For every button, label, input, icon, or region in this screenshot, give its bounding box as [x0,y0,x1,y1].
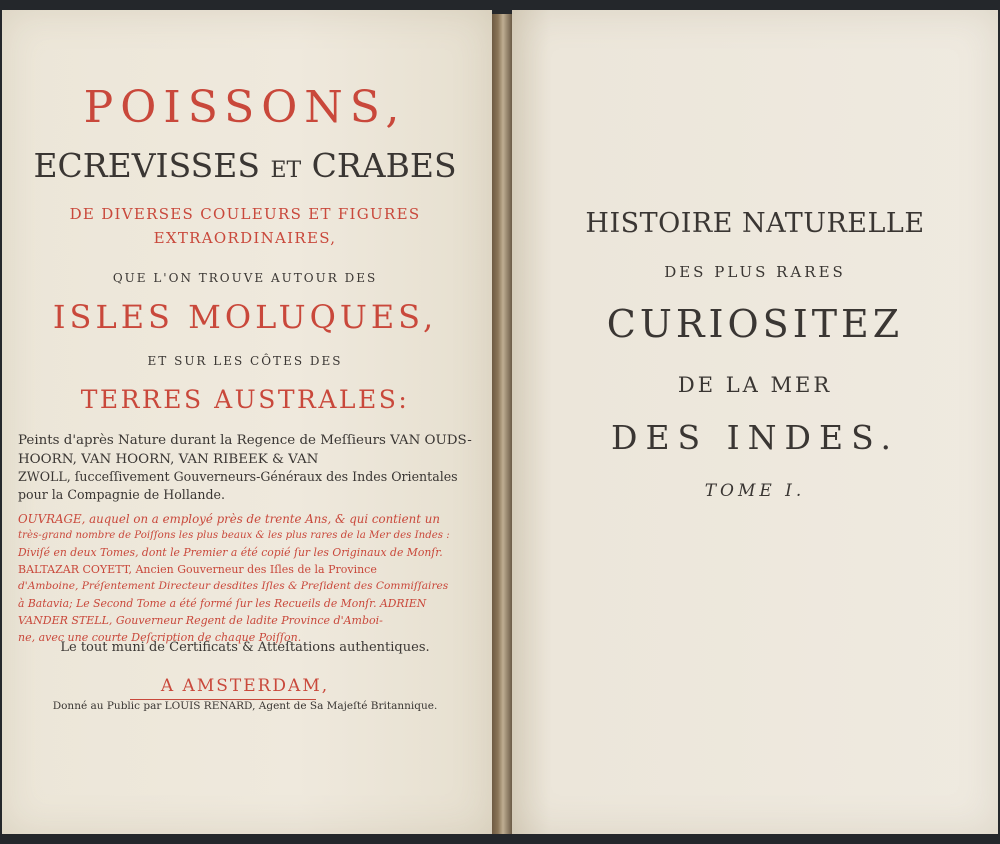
subtitle-extraordinaires: EXTRAORDINAIRES, [153,229,337,247]
title-terres-australes: TERRES AUSTRALES: [80,385,410,414]
book-gutter [492,14,512,834]
title-histoire-naturelle: HISTOIRE NATURELLE [585,208,925,239]
para1-line: pour la Compagnie de Hollande. [18,487,225,502]
subtitle-cotes: ET SUR LES CÔTES DES [147,354,343,368]
title-poissons: POISSONS, [83,82,407,133]
city-amsterdam: A AMSTERDAM, [160,676,330,696]
subtitle-plus-rares: DES PLUS RARES [664,263,846,281]
para2-line: à Batavia; Le Second Tome a été formé ſur les Recueils de Monſr. ADRIEN [18,597,427,610]
title-curiositez: CURIOSITEZ [606,302,904,346]
para2-line: VANDER STELL, Gouverneur Regent de ladite Province d'Amboi- [18,614,383,627]
certificats-line: Le tout muni de Certificats & Atteſtations authentiques. [60,640,430,655]
para2-line: très-grand nombre de Poiſſons les plus beaux & les plus rares de la Mer des Indes : [18,530,450,541]
title-ecrevisses-crabes [0,146,490,185]
para1-line: HOORN, VAN HOORN, VAN RIBEEK & VAN [18,452,319,467]
subtitle-de-la-mer: DE LA MER [677,373,833,397]
para2-line: d'Amboine, Préſentement Directeur desdites Iſles & Preſident des Commiſſaires [18,580,449,592]
publisher-line: Donné au Public par LOUIS RENARD, Agent de Sa Majeſté Britannique. [52,700,438,712]
title-isles-moluques: ISLES MOLUQUES, [52,298,438,336]
para2-line: ne, avec une courte Deſcription de chaque Poiſſon. [18,631,302,644]
title-et: ET [270,158,302,183]
tome-label: TOME I. [704,481,806,501]
para2-line: BALTAZAR COYETT, Ancien Gouverneur des Iſles de la Province [18,563,377,576]
title-des-indes: DES INDES. [610,418,900,457]
para1-line: ZWOLL, ſucceſſivement Gouverneurs-Généraux des Indes Orientales [18,469,458,484]
para2-line: OUVRAGE, auquel on a employé près de trente Ans, & qui contient un [18,512,440,526]
subtitle-autour: QUE L'ON TROUVE AUTOUR DES [112,271,378,285]
subtitle-couleurs: DE DIVERSES COULEURS ET FIGURES [69,205,421,223]
title-ecrevisses: ECREVISSES [33,146,260,185]
para2-line: Diviſé en deux Tomes, dont le Premier a été copié ſur les Originaux de Monſr. [18,546,443,559]
para1-line: Peints d'après Nature durant la Regence de Meſſieurs VAN OUDS- [18,433,472,448]
title-crabes: CRABES [311,146,457,185]
